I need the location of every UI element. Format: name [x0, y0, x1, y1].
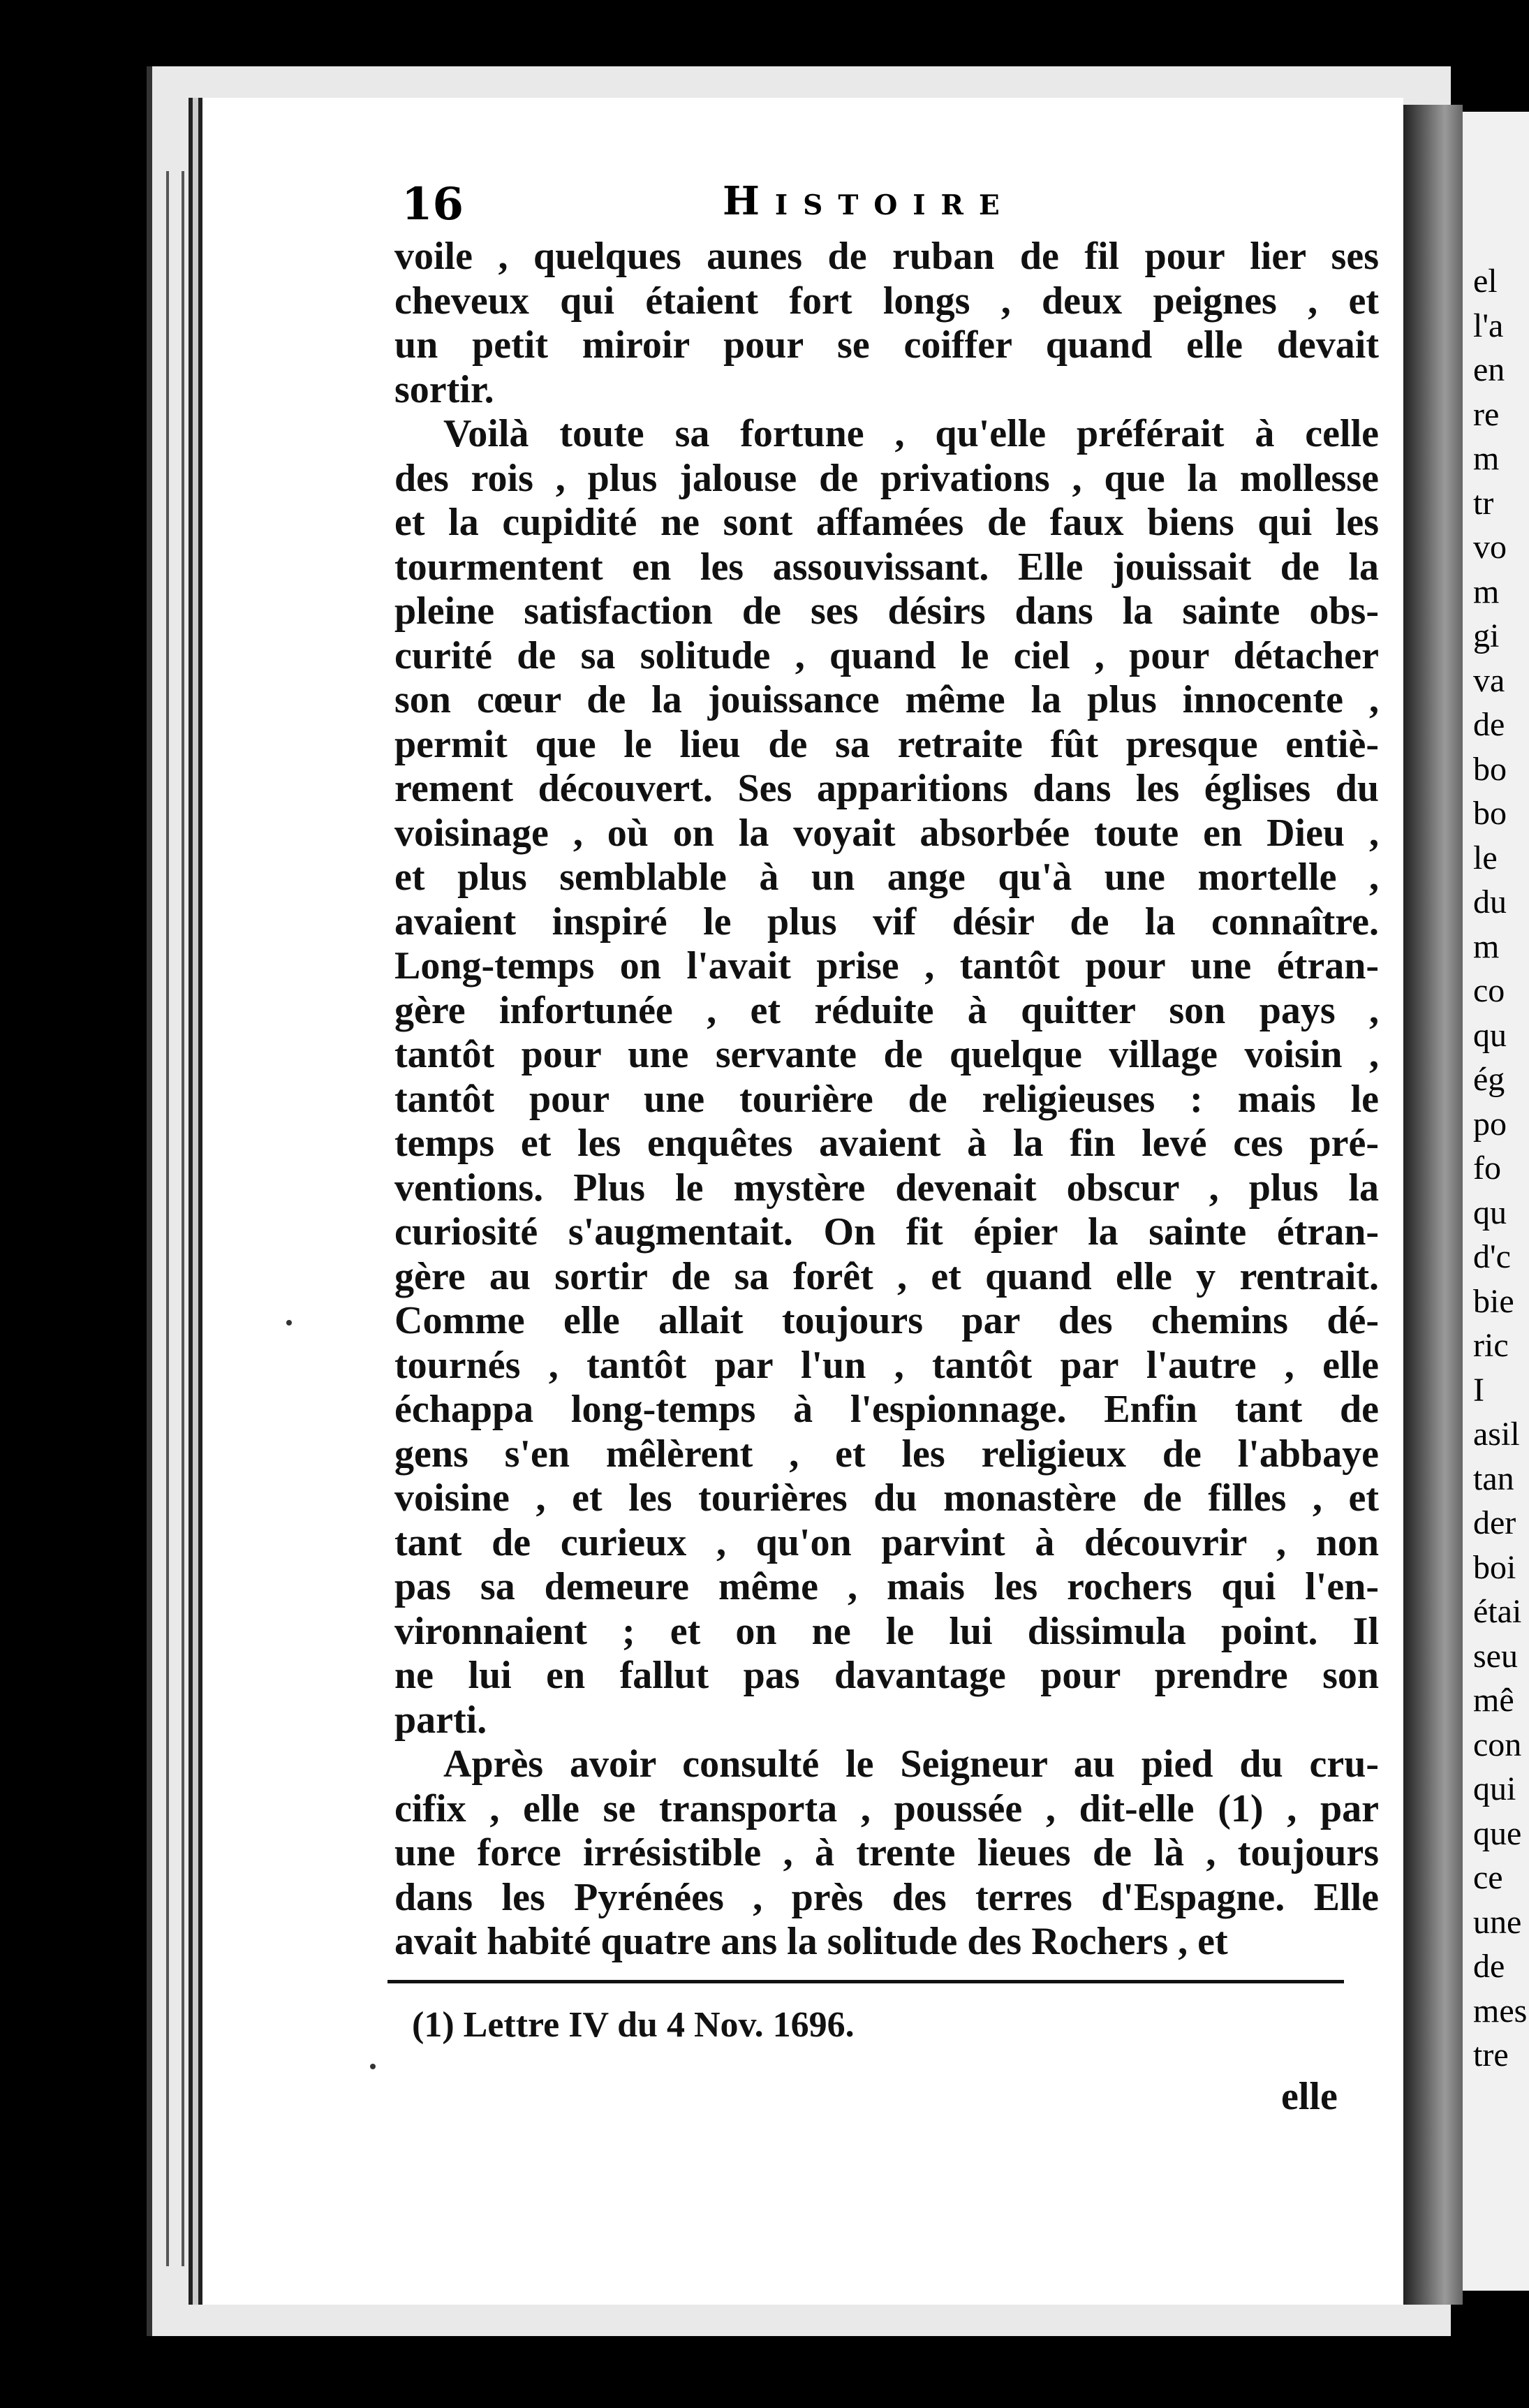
text-line: tant de curieux , qu'on parvint à découvrir , non	[394, 1521, 1379, 1564]
page-header	[401, 178, 1368, 241]
text-line: avaient inspiré le plus vif désir de la connaître.	[394, 900, 1379, 944]
facing-line-fragment: qu	[1473, 1017, 1507, 1054]
facing-line-fragment: du	[1473, 883, 1507, 920]
text-line: cifix , elle se transporta , poussée , dit-elle (1) , par	[394, 1787, 1379, 1830]
text-line: rement découvert. Ses apparitions dans les églises du	[394, 767, 1379, 810]
text-line: parti.	[394, 1698, 487, 1742]
facing-line-fragment: co	[1473, 972, 1505, 1009]
text-line: ventions. Plus le mystère devenait obscur , plus la	[394, 1166, 1379, 1210]
text-line: Comme elle allait toujours par des chemins dé-	[394, 1299, 1379, 1342]
facing-line-fragment: va	[1473, 662, 1505, 699]
running-title: Histoire	[723, 178, 1015, 224]
facing-line-fragment: en	[1473, 351, 1505, 388]
page-edge	[166, 171, 169, 2266]
facing-line-fragment: vo	[1473, 529, 1507, 566]
page-number: 16	[401, 178, 464, 230]
footnote: (1) Lettre IV du 4 Nov. 1696.	[412, 2005, 855, 2045]
text-line: une force irrésistible , à trente lieues de là , toujours	[394, 1831, 1379, 1874]
ink-speck	[286, 1320, 292, 1326]
book-gutter	[1403, 105, 1463, 2305]
text-line: gens s'en mêlèrent , et les religieux de l'abbaye	[394, 1432, 1379, 1476]
facing-line-fragment: qu	[1473, 1194, 1507, 1231]
text-line: temps et les enquêtes avaient à la fin levé ces pré-	[394, 1122, 1379, 1165]
text-line: gère infortunée , et réduite à quitter son pays ,	[394, 989, 1379, 1032]
text-line: pleine satisfaction de ses désirs dans la sainte obs-	[394, 589, 1379, 633]
text-line: tantôt pour une tourière de religieuses : mais le	[394, 1078, 1379, 1121]
facing-line-fragment: seu	[1473, 1638, 1518, 1675]
facing-line-fragment: tan	[1473, 1460, 1514, 1497]
facing-line-fragment: gi	[1473, 617, 1500, 654]
text-line: permit que le lieu de sa retraite fût presque entiè-	[394, 723, 1379, 766]
text-line: son cœur de la jouissance même la plus innocente ,	[394, 678, 1379, 721]
text-line: tourmentent en les assouvissant. Elle jouissait de la	[394, 545, 1379, 589]
facing-line-fragment: une	[1473, 1904, 1522, 1941]
facing-line-fragment: m	[1473, 928, 1500, 965]
facing-line-fragment: ce	[1473, 1859, 1503, 1896]
facing-line-fragment: boi	[1473, 1549, 1516, 1586]
text-line: sortir.	[394, 368, 494, 411]
text-line: voisine , et les tourières du monastère de filles , et	[394, 1476, 1379, 1520]
footnote-rule	[387, 1980, 1344, 1983]
facing-line-fragment: con	[1473, 1726, 1522, 1763]
facing-line-fragment: qui	[1473, 1770, 1516, 1807]
text-line: vironnaient ; et on ne le lui dissimula point. Il	[394, 1610, 1379, 1653]
catchword: elle	[1281, 2075, 1338, 2118]
facing-line-fragment: bo	[1473, 751, 1507, 788]
facing-line-fragment: mes	[1473, 1992, 1528, 2029]
facing-line-fragment: mê	[1473, 1682, 1514, 1719]
page-edge	[182, 171, 184, 2266]
facing-line-fragment: asil	[1473, 1416, 1520, 1453]
text-line: et plus semblable à un ange qu'à une mortelle ,	[394, 856, 1379, 899]
facing-line-fragment: ég	[1473, 1061, 1505, 1098]
text-line: Après avoir consulté le Seigneur au pied du cru-	[443, 1742, 1379, 1786]
text-line: échappa long-temps à l'espionnage. Enfin tant de	[394, 1388, 1379, 1431]
page-edge	[194, 171, 197, 2266]
facing-line-fragment: bo	[1473, 795, 1507, 832]
facing-line-fragment: m	[1473, 440, 1500, 477]
text-line: Long-temps on l'avait prise , tantôt pour une étran-	[394, 944, 1379, 988]
facing-line-fragment: der	[1473, 1504, 1516, 1541]
text-line: gère au sortir de sa forêt , et quand elle y rentrait.	[394, 1255, 1379, 1298]
text-line: curiosité s'augmentait. On fit épier la sainte étran-	[394, 1210, 1379, 1254]
facing-line-fragment: d'c	[1473, 1238, 1511, 1275]
facing-line-fragment: ric	[1473, 1327, 1509, 1364]
text-line: voisinage , où on la voyait absorbée toute en Dieu ,	[394, 812, 1379, 855]
text-line: tantôt pour une servante de quelque village voisin ,	[394, 1033, 1379, 1076]
text-line: un petit miroir pour se coiffer quand elle devait	[394, 323, 1379, 367]
text-line: pas sa demeure même , mais les rochers qui l'en-	[394, 1565, 1379, 1608]
text-line: tournés , tantôt par l'un , tantôt par l'autre , elle	[394, 1344, 1379, 1387]
text-line: et la cupidité ne sont affamées de faux biens qui les	[394, 501, 1379, 544]
text-line: avait habité quatre ans la solitude des Rochers , et	[394, 1920, 1228, 1963]
facing-line-fragment: tre	[1473, 2036, 1509, 2073]
text-line: Voilà toute sa fortune , qu'elle préférait à celle	[443, 412, 1379, 455]
facing-line-fragment: m	[1473, 573, 1500, 610]
facing-line-fragment: de	[1473, 1948, 1505, 1985]
facing-line-fragment: re	[1473, 396, 1500, 433]
facing-line-fragment: l'a	[1473, 307, 1504, 344]
facing-line-fragment: tr	[1473, 485, 1494, 522]
text-line: voile , quelques aunes de ruban de fil pour lier ses	[394, 235, 1379, 278]
text-line: des rois , plus jalouse de privations , que la mollesse	[394, 457, 1379, 500]
facing-line-fragment: po	[1473, 1106, 1507, 1143]
text-line: ne lui en fallut pas davantage pour prendre son	[394, 1654, 1379, 1697]
facing-line-fragment: que	[1473, 1815, 1522, 1852]
facing-line-fragment: el	[1473, 263, 1498, 300]
facing-line-fragment: de	[1473, 706, 1505, 743]
facing-line-fragment: le	[1473, 839, 1498, 876]
facing-line-fragment: fo	[1473, 1150, 1501, 1187]
text-line: curité de sa solitude , quand le ciel , pour détacher	[394, 634, 1379, 677]
text-line: dans les Pyrénées , près des terres d'Espagne. Elle	[394, 1876, 1379, 1919]
facing-line-fragment: bie	[1473, 1283, 1514, 1320]
ink-speck	[370, 2064, 376, 2069]
text-line: cheveux qui étaient fort longs , deux peignes , et	[394, 279, 1379, 323]
facing-line-fragment: I	[1473, 1372, 1484, 1409]
facing-line-fragment: étai	[1473, 1593, 1522, 1630]
